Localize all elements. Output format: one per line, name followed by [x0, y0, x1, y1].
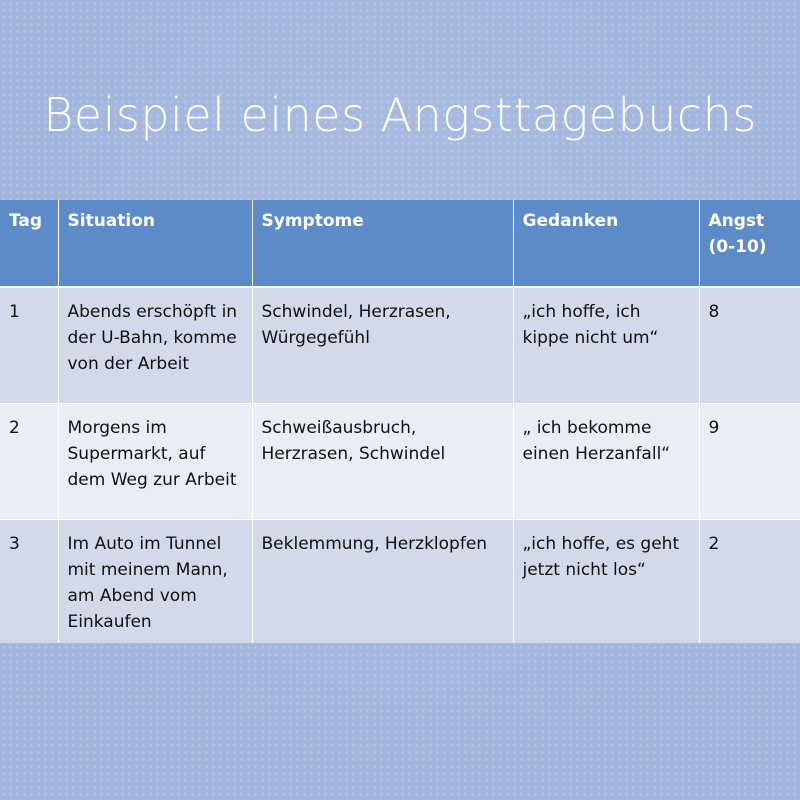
table-header-row	[0, 200, 800, 287]
table-row	[0, 287, 800, 403]
slide-title: Beispiel eines Angsttagebuchs	[43, 88, 757, 142]
diary-table-container	[0, 200, 800, 643]
cell-symptome: Schweißausbruch, Herzrasen, Schwindel	[252, 403, 513, 519]
cell-situation: Im Auto im Tunnel mit meinem Mann, am Abend vom Einkaufen	[58, 519, 252, 643]
cell-gedanken: „ ich bekomme einen Herzanfall“	[513, 403, 699, 519]
cell-angst: 9	[699, 403, 800, 519]
cell-symptome: Beklemmung, Herzklopfen	[252, 519, 513, 643]
table-row	[0, 403, 800, 519]
cell-gedanken: „ich hoffe, es geht jetzt nicht los“	[513, 519, 699, 643]
cell-angst: 8	[699, 287, 800, 403]
cell-angst: 2	[699, 519, 800, 643]
cell-gedanken: „ich hoffe, ich kippe nicht um“	[513, 287, 699, 403]
anxiety-diary-table	[0, 200, 800, 643]
cell-situation: Morgens im Supermarkt, auf dem Weg zur Arbeit	[58, 403, 252, 519]
cell-tag: 3	[0, 519, 58, 643]
header-gedanken: Gedanken	[513, 200, 699, 287]
header-angst: Angst (0-10)	[699, 200, 800, 287]
table-row	[0, 519, 800, 643]
cell-situation: Abends erschöpft in der U-Bahn, komme von der Arbeit	[58, 287, 252, 403]
header-tag: Tag	[0, 200, 58, 287]
cell-tag: 2	[0, 403, 58, 519]
header-situation: Situation	[58, 200, 252, 287]
cell-symptome: Schwindel, Herzrasen, Würgegefühl	[252, 287, 513, 403]
cell-tag: 1	[0, 287, 58, 403]
header-symptome: Symptome	[252, 200, 513, 287]
